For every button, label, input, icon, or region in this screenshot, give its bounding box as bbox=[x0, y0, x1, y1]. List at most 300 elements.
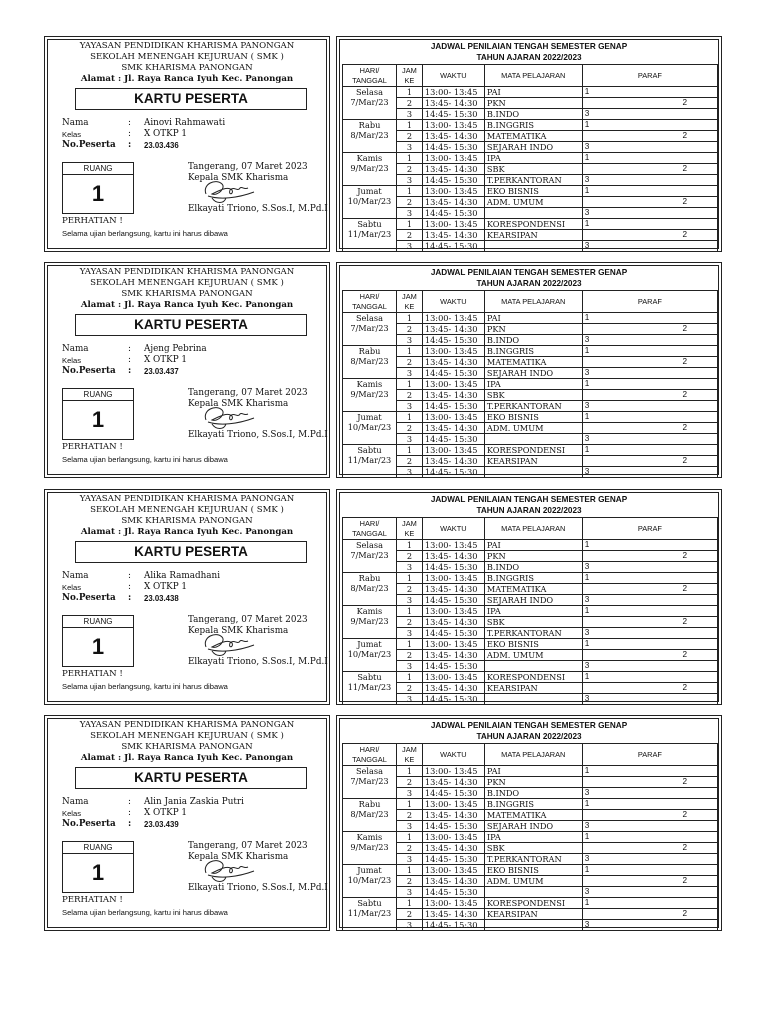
col-jam: JAM KE bbox=[396, 65, 422, 87]
table-row bbox=[343, 573, 718, 584]
jam-cell: 3 bbox=[396, 661, 422, 672]
day-cell: Rabu 8/Mar/23 bbox=[343, 799, 397, 832]
label-kelas: Kelas bbox=[62, 583, 81, 592]
table-row bbox=[343, 766, 718, 777]
signature-cell bbox=[582, 832, 717, 843]
time-cell: 13:45- 14:30 bbox=[422, 131, 484, 142]
table-row bbox=[343, 368, 718, 379]
signature-number: 1 bbox=[584, 573, 590, 582]
time-cell: 13:00- 13:45 bbox=[422, 898, 484, 909]
attention-note: Selama ujian berlangsung, kartu ini harus dibawa bbox=[62, 455, 228, 464]
signature-cell bbox=[582, 639, 717, 650]
card-row bbox=[0, 715, 768, 933]
school-name: SMK KHARISMA PANONGAN bbox=[121, 742, 253, 752]
colon: : bbox=[128, 819, 132, 829]
time-cell: 14:45- 15:30 bbox=[422, 562, 484, 573]
subject-cell bbox=[484, 434, 582, 445]
table-row bbox=[343, 98, 718, 109]
card-title: KARTU PESERTA bbox=[75, 767, 307, 789]
signature-number: 2 bbox=[682, 423, 687, 432]
col-jam: JAM KE bbox=[396, 518, 422, 540]
signature-number: 3 bbox=[584, 920, 590, 929]
signer-position: Kepala SMK Kharisma bbox=[188, 399, 289, 409]
card-title: KARTU PESERTA bbox=[75, 314, 307, 336]
table-row bbox=[343, 423, 718, 434]
jam-cell: 3 bbox=[396, 208, 422, 219]
time-cell: 13:00- 13:45 bbox=[422, 540, 484, 551]
colon: : bbox=[128, 593, 132, 603]
jam-cell: 1 bbox=[396, 153, 422, 164]
place-date: Tangerang, 07 Maret 2023 bbox=[188, 615, 308, 625]
table-row bbox=[343, 230, 718, 241]
time-cell: 14:45- 15:30 bbox=[422, 661, 484, 672]
col-waktu: WAKTU bbox=[422, 518, 484, 540]
room-label: RUANG bbox=[63, 842, 133, 854]
table-row bbox=[343, 153, 718, 164]
signature-number: 2 bbox=[682, 98, 687, 107]
subject-cell: PKN bbox=[484, 551, 582, 562]
jam-cell: 1 bbox=[396, 87, 422, 98]
subject-cell: SEJARAH INDO bbox=[484, 821, 582, 832]
signature-number: 2 bbox=[682, 324, 687, 333]
signature-cell bbox=[582, 346, 717, 357]
student-name: Alin Jania Zaskia Putri bbox=[144, 797, 244, 807]
day-cell: Jumat 10/Mar/23 bbox=[343, 186, 397, 219]
table-row bbox=[343, 175, 718, 186]
table-row bbox=[343, 197, 718, 208]
signature-cell bbox=[582, 595, 717, 606]
subject-cell: KEARSIPAN bbox=[484, 683, 582, 694]
signer-position: Kepala SMK Kharisma bbox=[188, 626, 289, 636]
time-cell: 13:45- 14:30 bbox=[422, 390, 484, 401]
participant-card bbox=[44, 489, 330, 705]
signature-number: 1 bbox=[584, 766, 590, 775]
subject-cell bbox=[484, 208, 582, 219]
day-cell: Sabtu 11/Mar/23 bbox=[343, 898, 397, 931]
room-label: RUANG bbox=[63, 616, 133, 628]
card-title: KARTU PESERTA bbox=[75, 541, 307, 563]
table-row bbox=[343, 843, 718, 854]
schedule-inner-border bbox=[339, 492, 719, 702]
jam-cell: 2 bbox=[396, 551, 422, 562]
colon: : bbox=[128, 355, 131, 365]
signature-number: 2 bbox=[682, 617, 687, 626]
attention-heading: PERHATIAN ! bbox=[62, 442, 123, 452]
col-paraf: PARAF bbox=[582, 65, 717, 87]
col-jam: JAM KE bbox=[396, 744, 422, 766]
table-row bbox=[343, 788, 718, 799]
signature-cell bbox=[582, 854, 717, 865]
col-waktu: WAKTU bbox=[422, 744, 484, 766]
jam-cell: 1 bbox=[396, 540, 422, 551]
signature-number: 3 bbox=[584, 335, 590, 344]
foundation-name: YAYASAN PENDIDIKAN KHARISMA PANONGAN bbox=[79, 41, 295, 51]
subject-cell: IPA bbox=[484, 832, 582, 843]
signature-number: 2 bbox=[682, 357, 687, 366]
schedule-table bbox=[342, 743, 718, 931]
schedule-inner-border bbox=[339, 718, 719, 928]
table-row bbox=[343, 445, 718, 456]
participant-card bbox=[44, 715, 330, 931]
time-cell: 13:00- 13:45 bbox=[422, 120, 484, 131]
time-cell: 13:45- 14:30 bbox=[422, 551, 484, 562]
label-kelas: Kelas bbox=[62, 809, 81, 818]
exam-schedule bbox=[336, 36, 722, 252]
table-row bbox=[343, 131, 718, 142]
colon: : bbox=[128, 129, 131, 139]
signature-cell bbox=[582, 551, 717, 562]
school-type: SEKOLAH MENENGAH KEJURUAN ( SMK ) bbox=[90, 278, 284, 288]
day-cell: Jumat 10/Mar/23 bbox=[343, 865, 397, 898]
subject-cell: T.PERKANTORAN bbox=[484, 854, 582, 865]
jam-cell: 3 bbox=[396, 854, 422, 865]
day-cell: Sabtu 11/Mar/23 bbox=[343, 445, 397, 478]
signer-name: Elkayati Triono, S.Sos.I, M.Pd.I bbox=[188, 883, 328, 893]
jam-cell: 1 bbox=[396, 219, 422, 230]
schedule-year: TAHUN AJARAN 2022/2023 bbox=[476, 53, 582, 62]
table-row bbox=[343, 401, 718, 412]
jam-cell: 2 bbox=[396, 617, 422, 628]
jam-cell: 2 bbox=[396, 357, 422, 368]
card-row bbox=[0, 489, 768, 707]
subject-cell: PAI bbox=[484, 313, 582, 324]
table-row bbox=[343, 87, 718, 98]
schedule-body bbox=[343, 518, 718, 705]
signature-number: 2 bbox=[682, 810, 687, 819]
signature-cell bbox=[582, 540, 717, 551]
student-class: X OTKP 1 bbox=[144, 808, 188, 818]
time-cell: 13:00- 13:45 bbox=[422, 412, 484, 423]
participant-card bbox=[44, 262, 330, 478]
table-row bbox=[343, 335, 718, 346]
time-cell: 13:00- 13:45 bbox=[422, 153, 484, 164]
school-name: SMK KHARISMA PANONGAN bbox=[121, 516, 253, 526]
signature-cell bbox=[582, 876, 717, 887]
col-paraf: PARAF bbox=[582, 291, 717, 313]
jam-cell: 1 bbox=[396, 412, 422, 423]
schedule-title: JADWAL PENILAIAN TENGAH SEMESTER GENAP bbox=[430, 42, 628, 51]
exam-schedule bbox=[336, 489, 722, 705]
subject-cell: T.PERKANTORAN bbox=[484, 401, 582, 412]
student-number: 23.03.437 bbox=[144, 367, 179, 376]
jam-cell: 3 bbox=[396, 401, 422, 412]
subject-cell: MATEMATIKA bbox=[484, 131, 582, 142]
signature-cell bbox=[582, 98, 717, 109]
subject-cell: SBK bbox=[484, 390, 582, 401]
jam-cell: 3 bbox=[396, 175, 422, 186]
col-mapel: MATA PELAJARAN bbox=[484, 65, 582, 87]
attention-heading: PERHATIAN ! bbox=[62, 216, 123, 226]
signature-number: 1 bbox=[584, 346, 590, 355]
schedule-year: TAHUN AJARAN 2022/2023 bbox=[476, 732, 582, 741]
school-type: SEKOLAH MENENGAH KEJURUAN ( SMK ) bbox=[90, 731, 284, 741]
subject-cell bbox=[484, 887, 582, 898]
table-row bbox=[343, 595, 718, 606]
signature-number: 1 bbox=[584, 186, 590, 195]
label-nama: Nama bbox=[62, 797, 89, 807]
time-cell: 14:45- 15:30 bbox=[422, 788, 484, 799]
subject-cell: SEJARAH INDO bbox=[484, 142, 582, 153]
signature-cell bbox=[582, 324, 717, 335]
label-nama: Nama bbox=[62, 571, 89, 581]
table-row bbox=[343, 456, 718, 467]
school-name: SMK KHARISMA PANONGAN bbox=[121, 289, 253, 299]
subject-cell: EKO BISNIS bbox=[484, 639, 582, 650]
table-row bbox=[343, 346, 718, 357]
subject-cell: SEJARAH INDO bbox=[484, 368, 582, 379]
subject-cell: KEARSIPAN bbox=[484, 230, 582, 241]
subject-cell: KORESPONDENSI bbox=[484, 445, 582, 456]
subject-cell: B.INDO bbox=[484, 109, 582, 120]
label-no-peserta: No.Peserta bbox=[62, 593, 116, 603]
signature-number: 2 bbox=[682, 909, 687, 918]
time-cell: 14:45- 15:30 bbox=[422, 628, 484, 639]
col-day: HARI/ TANGGAL bbox=[343, 744, 397, 766]
jam-cell: 3 bbox=[396, 241, 422, 252]
jam-cell: 3 bbox=[396, 887, 422, 898]
table-row bbox=[343, 810, 718, 821]
day-cell: Kamis 9/Mar/23 bbox=[343, 832, 397, 865]
jam-cell: 1 bbox=[396, 346, 422, 357]
schedule-title: JADWAL PENILAIAN TENGAH SEMESTER GENAP bbox=[430, 268, 628, 277]
schedule-table bbox=[342, 517, 718, 705]
room-label: RUANG bbox=[63, 163, 133, 175]
foundation-name: YAYASAN PENDIDIKAN KHARISMA PANONGAN bbox=[79, 720, 295, 730]
signature-cell bbox=[582, 766, 717, 777]
signature-number: 1 bbox=[584, 379, 590, 388]
table-row bbox=[343, 142, 718, 153]
time-cell: 13:00- 13:45 bbox=[422, 672, 484, 683]
jam-cell: 1 bbox=[396, 606, 422, 617]
card-title: KARTU PESERTA bbox=[75, 88, 307, 110]
jam-cell: 3 bbox=[396, 109, 422, 120]
subject-cell: SEJARAH INDO bbox=[484, 595, 582, 606]
signer-position: Kepala SMK Kharisma bbox=[188, 173, 289, 183]
jam-cell: 3 bbox=[396, 920, 422, 931]
subject-cell: B.INGGRIS bbox=[484, 346, 582, 357]
signature-cell bbox=[582, 456, 717, 467]
time-cell: 13:45- 14:30 bbox=[422, 683, 484, 694]
signature-cell bbox=[582, 401, 717, 412]
signature-number: 2 bbox=[682, 650, 687, 659]
signature-number: 2 bbox=[682, 164, 687, 173]
subject-cell: ADM. UMUM bbox=[484, 876, 582, 887]
signature-number: 2 bbox=[682, 584, 687, 593]
table-row bbox=[343, 799, 718, 810]
signature-cell bbox=[582, 219, 717, 230]
school-address: Alamat : Jl. Raya Ranca Iyuh Kec. Panongan bbox=[80, 300, 294, 310]
day-cell: Kamis 9/Mar/23 bbox=[343, 606, 397, 639]
time-cell: 13:00- 13:45 bbox=[422, 865, 484, 876]
table-row bbox=[343, 898, 718, 909]
school-name: SMK KHARISMA PANONGAN bbox=[121, 63, 253, 73]
table-row bbox=[343, 606, 718, 617]
signature-cell bbox=[582, 661, 717, 672]
school-address: Alamat : Jl. Raya Ranca Iyuh Kec. Panongan bbox=[80, 753, 294, 763]
room-box bbox=[62, 388, 134, 440]
jam-cell: 2 bbox=[396, 456, 422, 467]
signature-cell bbox=[582, 628, 717, 639]
signature-cell bbox=[582, 87, 717, 98]
room-box bbox=[62, 162, 134, 214]
table-row bbox=[343, 562, 718, 573]
day-cell: Kamis 9/Mar/23 bbox=[343, 153, 397, 186]
time-cell: 13:45- 14:30 bbox=[422, 357, 484, 368]
signature-cell bbox=[582, 186, 717, 197]
student-number: 23.03.439 bbox=[144, 820, 179, 829]
table-row bbox=[343, 120, 718, 131]
day-cell: Sabtu 11/Mar/23 bbox=[343, 672, 397, 705]
attention-note: Selama ujian berlangsung, kartu ini harus dibawa bbox=[62, 682, 228, 691]
table-row bbox=[343, 241, 718, 252]
signature-cell bbox=[582, 898, 717, 909]
place-date: Tangerang, 07 Maret 2023 bbox=[188, 841, 308, 851]
signature-image bbox=[198, 402, 258, 432]
attention-heading: PERHATIAN ! bbox=[62, 895, 123, 905]
table-row bbox=[343, 865, 718, 876]
subject-cell: B.INGGRIS bbox=[484, 120, 582, 131]
col-jam: JAM KE bbox=[396, 291, 422, 313]
signature-cell bbox=[582, 584, 717, 595]
table-row bbox=[343, 661, 718, 672]
signature-cell bbox=[582, 357, 717, 368]
table-row bbox=[343, 357, 718, 368]
jam-cell: 2 bbox=[396, 843, 422, 854]
table-row bbox=[343, 186, 718, 197]
room-number: 1 bbox=[91, 634, 105, 659]
table-row bbox=[343, 777, 718, 788]
signature-cell bbox=[582, 909, 717, 920]
time-cell: 14:45- 15:30 bbox=[422, 109, 484, 120]
day-cell: Kamis 9/Mar/23 bbox=[343, 379, 397, 412]
subject-cell: EKO BISNIS bbox=[484, 412, 582, 423]
signature-number: 3 bbox=[584, 854, 590, 863]
col-waktu: WAKTU bbox=[422, 65, 484, 87]
attention-note: Selama ujian berlangsung, kartu ini harus dibawa bbox=[62, 908, 228, 917]
day-cell: Selasa 7/Mar/23 bbox=[343, 313, 397, 346]
jam-cell: 3 bbox=[396, 434, 422, 445]
subject-cell: PAI bbox=[484, 766, 582, 777]
signature-number: 3 bbox=[584, 467, 590, 476]
time-cell: 13:45- 14:30 bbox=[422, 909, 484, 920]
subject-cell: T.PERKANTORAN bbox=[484, 175, 582, 186]
time-cell: 13:00- 13:45 bbox=[422, 346, 484, 357]
signature-number: 1 bbox=[584, 898, 590, 907]
jam-cell: 2 bbox=[396, 777, 422, 788]
signature-cell bbox=[582, 445, 717, 456]
table-row bbox=[343, 412, 718, 423]
table-row bbox=[343, 164, 718, 175]
jam-cell: 3 bbox=[396, 562, 422, 573]
signature-cell bbox=[582, 120, 717, 131]
student-name: Ainovi Rahmawati bbox=[144, 118, 226, 128]
signature-cell bbox=[582, 368, 717, 379]
signature-cell bbox=[582, 843, 717, 854]
signature-cell bbox=[582, 434, 717, 445]
time-cell: 13:00- 13:45 bbox=[422, 573, 484, 584]
jam-cell: 3 bbox=[396, 467, 422, 478]
subject-cell: B.INDO bbox=[484, 562, 582, 573]
signature-number: 3 bbox=[584, 434, 590, 443]
attention-note: Selama ujian berlangsung, kartu ini harus dibawa bbox=[62, 229, 228, 238]
signature-number: 1 bbox=[584, 412, 590, 421]
jam-cell: 3 bbox=[396, 142, 422, 153]
signature-number: 2 bbox=[682, 456, 687, 465]
signature-number: 2 bbox=[682, 551, 687, 560]
place-date: Tangerang, 07 Maret 2023 bbox=[188, 388, 308, 398]
subject-cell: B.INGGRIS bbox=[484, 799, 582, 810]
table-row bbox=[343, 832, 718, 843]
signature-number: 1 bbox=[584, 120, 590, 129]
table-row bbox=[343, 324, 718, 335]
schedule-header-row bbox=[343, 744, 718, 766]
signature-number: 1 bbox=[584, 153, 590, 162]
jam-cell: 2 bbox=[396, 131, 422, 142]
jam-cell: 1 bbox=[396, 766, 422, 777]
schedule-inner-border bbox=[339, 39, 719, 249]
table-row bbox=[343, 617, 718, 628]
time-cell: 13:45- 14:30 bbox=[422, 324, 484, 335]
time-cell: 13:45- 14:30 bbox=[422, 584, 484, 595]
signature-number: 1 bbox=[584, 313, 590, 322]
table-row bbox=[343, 639, 718, 650]
jam-cell: 1 bbox=[396, 445, 422, 456]
subject-cell: MATEMATIKA bbox=[484, 357, 582, 368]
signature-number: 3 bbox=[584, 208, 590, 217]
jam-cell: 3 bbox=[396, 628, 422, 639]
signature-cell bbox=[582, 230, 717, 241]
school-address: Alamat : Jl. Raya Ranca Iyuh Kec. Panongan bbox=[80, 74, 294, 84]
subject-cell: MATEMATIKA bbox=[484, 810, 582, 821]
time-cell: 13:00- 13:45 bbox=[422, 186, 484, 197]
time-cell: 14:45- 15:30 bbox=[422, 887, 484, 898]
label-no-peserta: No.Peserta bbox=[62, 819, 116, 829]
room-label: RUANG bbox=[63, 389, 133, 401]
table-row bbox=[343, 683, 718, 694]
schedule-body bbox=[343, 65, 718, 252]
schedule-header-row bbox=[343, 518, 718, 540]
time-cell: 13:00- 13:45 bbox=[422, 766, 484, 777]
signature-number: 3 bbox=[584, 821, 590, 830]
jam-cell: 2 bbox=[396, 390, 422, 401]
table-row bbox=[343, 672, 718, 683]
jam-cell: 3 bbox=[396, 335, 422, 346]
jam-cell: 2 bbox=[396, 584, 422, 595]
signature-number: 1 bbox=[584, 865, 590, 874]
subject-cell: IPA bbox=[484, 606, 582, 617]
time-cell: 14:45- 15:30 bbox=[422, 368, 484, 379]
schedule-title: JADWAL PENILAIAN TENGAH SEMESTER GENAP bbox=[430, 721, 628, 730]
table-row bbox=[343, 854, 718, 865]
signature-number: 3 bbox=[584, 694, 590, 703]
subject-cell: EKO BISNIS bbox=[484, 865, 582, 876]
colon: : bbox=[128, 366, 132, 376]
time-cell: 14:45- 15:30 bbox=[422, 175, 484, 186]
signature-number: 1 bbox=[584, 832, 590, 841]
signature-number: 2 bbox=[682, 197, 687, 206]
signature-number: 3 bbox=[584, 109, 590, 118]
label-no-peserta: No.Peserta bbox=[62, 366, 116, 376]
signature-cell bbox=[582, 241, 717, 252]
jam-cell: 1 bbox=[396, 313, 422, 324]
jam-cell: 2 bbox=[396, 230, 422, 241]
signature-cell bbox=[582, 865, 717, 876]
signature-number: 1 bbox=[584, 639, 590, 648]
time-cell: 13:45- 14:30 bbox=[422, 810, 484, 821]
table-row bbox=[343, 109, 718, 120]
card-inner-border bbox=[47, 39, 327, 249]
schedule-inner-border bbox=[339, 265, 719, 475]
